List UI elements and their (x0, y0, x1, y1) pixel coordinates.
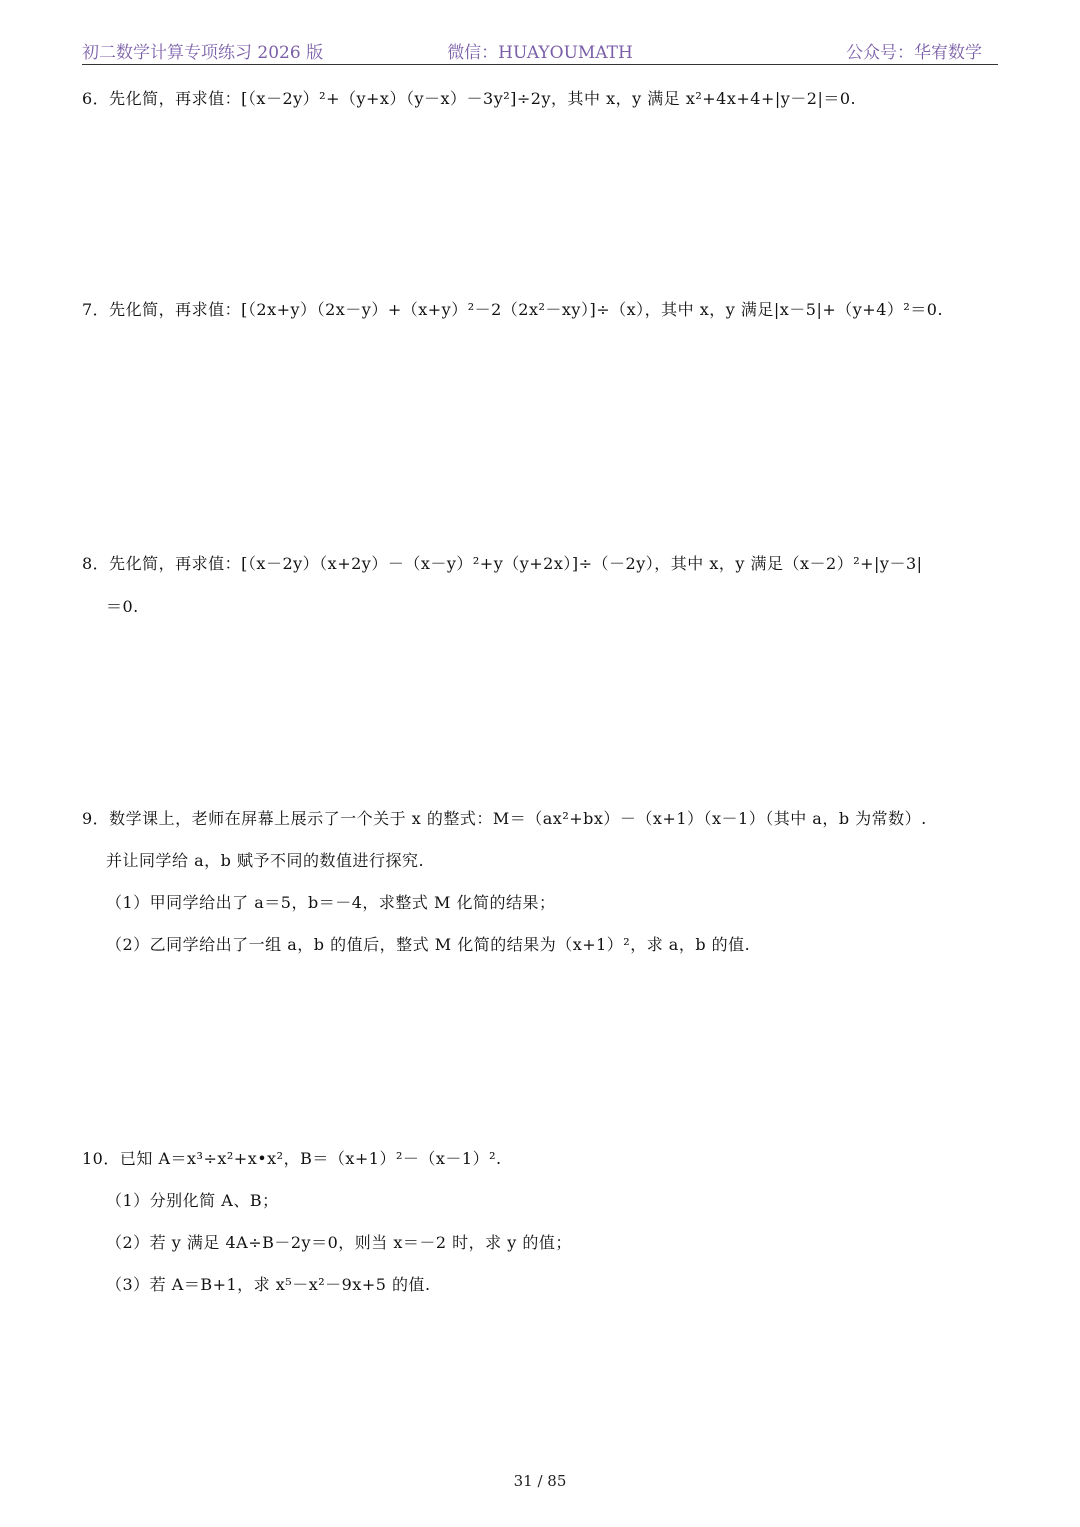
problem-10-question-3: （3）若 A＝B+1，求 x⁵－x²－9x+5 的值. (106, 1275, 431, 1294)
problem-9-line-1: 9．数学课上，老师在屏幕上展示了一个关于 x 的整式：M＝（ax²+bx）－（x+1）（x－1）（其中 a，b 为常数）. (82, 809, 927, 828)
problem-8-line-1: 8．先化简，再求值：[（x－2y）（x+2y）－（x－y）²+y（y+2x）]÷（－2y），其中 x，y 满足（x－2）²+|y－3| (82, 554, 923, 573)
problem-9-line-2: 并让同学给 a，b 赋予不同的数值进行探究. (106, 851, 425, 870)
problem-8-line-2: ＝0. (106, 597, 139, 616)
problem-10-line-1: 10．已知 A＝x³÷x²+x•x²，B＝（x+1）²－（x－1）². (82, 1149, 502, 1168)
problem-6: 6．先化简，再求值：[（x－2y）²+（y+x）（y－x）－3y²]÷2y，其中 x，y 满足 x²+4x+4+|y－2|＝0. (82, 89, 857, 108)
page-number: 31 / 85 (513, 1472, 567, 1490)
problem-9-question-1: （1）甲同学给出了 a＝5，b＝－4，求整式 M 化简的结果； (106, 893, 556, 912)
problem-9-question-2: （2）乙同学给出了一组 a，b 的值后，整式 M 化简的结果为（x+1）²，求 a，b 的值. (106, 935, 751, 954)
problem-10-question-1: （1）分别化简 A、B； (106, 1191, 279, 1210)
header-official-account: 公众号：华宥数学 (846, 43, 982, 63)
problem-7: 7．先化简，再求值：[（2x+y）（2x－y）+（x+y）²－2（2x²－xy）]÷（x），其中 x，y 满足|x－5|+（y+4）²＝0. (82, 300, 944, 319)
problem-10-question-2: （2）若 y 满足 4A÷B－2y＝0，则当 x＝－2 时，求 y 的值； (106, 1233, 572, 1252)
header-title: 初二数学计算专项练习 2026 版 (82, 43, 324, 63)
page-header (82, 36, 998, 65)
header-wechat: 微信：HUAYOUMATH (447, 43, 633, 63)
